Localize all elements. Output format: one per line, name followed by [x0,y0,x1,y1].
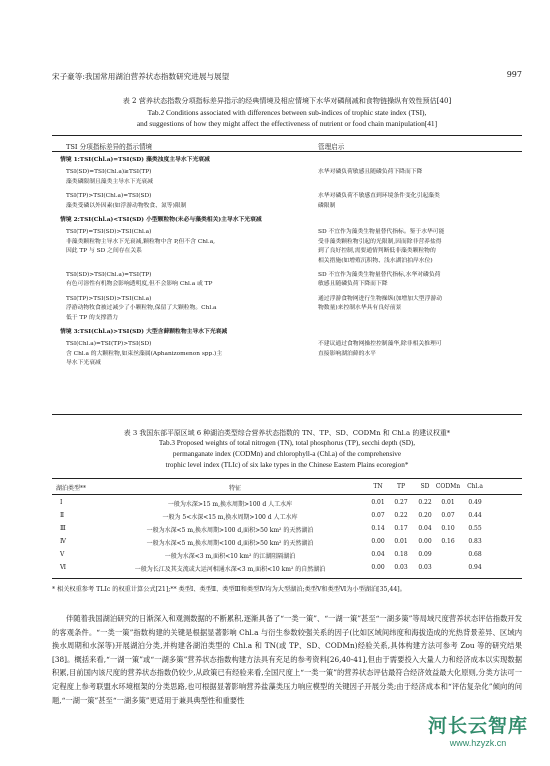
watermark-url: www.hzyzk.cn [449,738,507,748]
table3-row-type: Ⅴ [60,551,65,558]
table2-row-6-right-line: 通过浮游食物网进行生物操纵(加增加大型浮游动 [318,295,442,302]
table3-cell-value: 0.17 [394,525,408,532]
table2-row-2-right-line: 水华对磷负荷不敏感直到环境条件变化引起藻类 [318,193,440,200]
table2-row-6-left-line: TSI(TP)>TSI(SD)>TSI(Chl.a) [66,295,152,302]
page-number: 997 [506,70,522,79]
table2-header-rule [52,151,522,152]
table3-row-type: Ⅰ [60,499,63,506]
table2-row-8-left-line: 导水下光衰减 [66,360,101,367]
table3-cell-value: 0.01 [441,499,455,506]
table3-header-cell: Chl.a [467,483,483,490]
table3-caption-en-3: trophic level index (TLIc) of six lake types in the Chinese Eastern Plains ecoregion* [165,461,409,469]
table3-cell-value: 0.68 [468,551,482,558]
table3-row-feature: 一般为水深<5 m,换水周期>100 d,面积>50 km² 的天然湖泊 [146,527,314,534]
table3-cell-value: 0.09 [418,551,432,558]
table3-row-type: Ⅱ [60,512,65,519]
table3-cell-value: 0.44 [468,512,482,519]
table3-cell-value: 0.94 [468,564,482,571]
table3-header-cell: TP [396,483,406,490]
table3-cell-value: 0.07 [441,512,455,519]
table3-cell-value: 0.83 [468,538,482,545]
table2-row-4-left-line: TSI(TP)=TSI(SD)>TSI(Chl.a) [66,229,152,236]
table3-row-feature: 一般为水深>15 m,换水周期>100 d 人工水库 [167,501,293,508]
table2-row-7-left-line: 情境 3:TSI(Chl.a)>TSI(SD) 大型含藓颗粒物主导水下光衰减 [60,329,228,335]
table3-top-rule [52,478,522,479]
table2-col2-header: 管理启示 [318,143,345,151]
table3-header-cell: SD [420,483,430,490]
table3-cell-value: 0.07 [371,512,385,519]
table3-footnote: * 相关权重参考 TLIc 的权重计算公式[21];** 类型Ⅰ、类型Ⅱ、类型Ⅲ和类型Ⅳ均为大型湖泊;类型Ⅴ和类型Ⅵ为小型湖泊[35,44]。 [52,586,406,593]
table3-row-feature: 一般为 5<水深<15 m,换水周期>100 d 人工水库 [162,514,298,521]
table3-cell-value: 0.18 [394,551,408,558]
table2-row-6-left-line: 浮游动物牧食被过减少了小颗粒物,保留了大颗粒物。Chl.a [66,305,217,312]
table3-header-cell: CODMn [435,483,461,490]
table3-cell-value: 0.20 [418,512,432,519]
body-paragraph: 伴随着我国湖泊研究的日渐深入和观测数据的不断累积,逐渐具备了“一类一策”、“一湖一策”甚至“一湖多策”等局域尺度营养状态评估指数开发的客观条件。“一类一策”指数构建的关键是根据显著影响 Chl.a 与衍生参数较强关系的因子(比如区域间纬度和海拔造成的光热背景差异、区域内换水周期和水深等)开展湖泊分类,并构建各湖泊类型的 Chl.a 和 TN(或 TP、SD、CODMn)经验关系,具体构建方法可参考 Zou 等的研究结果[38]。概括来看,“一湖一策”或“一湖多策”营养状态指数构建方法具有充足的参考资料[26,40-41],但由于需要投入大量人力和经济成本以实现数据积累,目前国内该尺度的营养状态指数仍较少,从政策已有经验来看,全国尺度上“一类一策”的营养状态评估最符合经济效益最大化原则,分类方法可一定程度上参考联盟水环境框架的分类思路,也可根据显著影响营养盐藻类压力响应模型的关键因子开展分类;由于经济成本和“评估复杂化”倾向的问题,“一湖一策”甚至“一湖多策”更适用于兼具典型性和重要性 [52,614,522,705]
table3-cell-value: 0.27 [394,499,408,506]
table3-cell-value: 0.55 [468,525,482,532]
table2-row-2-left-line: 藻类受磷以外因素(如浮游动物牧食、氮等)限制 [66,202,187,209]
table3-cell-value: 0.00 [371,538,385,545]
body-text [52,612,522,707]
table2-row-2-right-line: 磷限制 [318,202,336,209]
table3-bottom-rule [52,578,522,579]
table2-row-6-left-line: 低于 TP 的支撑潜力 [66,314,119,321]
table3-caption-cn: 表 3 我国东部平原区域 6 种湖泊类型综合营养状态指数的 TN、TP、SD、CODMn 和 Chl.a 的建议权重* [123,429,451,437]
table2-row-4-right-line: 相关措施(如增殖沉积物、浅水湖泊拍岸水位) [318,257,433,264]
table2-row-4-left-line: 因此 TP 与 SD 之间存在关系 [66,248,142,255]
running-head: 宋子豪等:我国常用湖泊营养状态指数研究进展与展望 [52,72,230,81]
table2-row-1-right-line: 水华对磷负荷敏感且随磷负荷下降而下降 [318,169,423,176]
table2-row-8-left-line: 含 Chl.a 的大颗粒物,如束丝藻属(Aphanizomenon spp.)主 [66,350,223,357]
table2-caption-en-1: Tab.2 Conditions associated with differences between sub-indices of trophic state index (TSI), [147,108,427,117]
table2-row-4-right-line: 到了良好控制,需要通情判断低非藻类颗粒物的 [318,248,436,255]
table3-cell-value: 0.10 [441,525,455,532]
table2-caption-en-2: and suggestions of how they might affect the effectiveness of nutrient or food chain manipulation[41] [136,119,438,128]
table2-row-5-left-line: TSI(SD)>TSI(Chl.a)=TSI(TP) [66,272,152,278]
table2-row-5-left-line: 有色可溶性有机物会影响透明度,但不会影响 Chl.a 或 TP [66,281,213,288]
table2-row-5-right-line: 敏感且随磷负荷下降而下降 [318,281,388,288]
table2-row-2-left-line: TSI(TP)>TSI(Chl.a)=TSI(SD) [66,193,152,200]
table2-row-3-left-line: 情境 2:TSI(Chl.a)<TSI(SD) 小型颗粒物(未必与藻类相关)主导水下光衰减 [60,217,262,223]
watermark [428,711,528,748]
table2-row-4-left-line: 非藻类颗粒物主导水下光衰减,颗粒物中含 P,但不含 Chl.a, [66,238,215,245]
watermark-title: 河长云智库 [427,715,528,737]
table3-cell-value: 0.00 [371,564,385,571]
table3-cell-value: 0.01 [394,538,408,545]
table3-cell-value: 0.03 [418,564,432,571]
table2-row-8-right-line: 不建议通过食物网操控控制藻华,除非相关推理可 [318,341,442,348]
table3-header-cell: 湖泊类型** [56,485,87,492]
table3-cell-value: 0.03 [394,564,408,571]
table2-row-8-right-line: 直接影响湖泊藓的水平 [318,350,376,357]
table3-cell-value: 0.01 [371,499,385,506]
table3-caption-en-2: permanganate index (CODMn) and chlorophyll-a (Chl.a) of the comprehensive [172,450,402,458]
table3-row-type: Ⅵ [60,564,67,571]
table3-cell-value: 0.14 [371,525,385,532]
table2-row-5-right-line: SD 不宜作为藻类生物量替代指标,水华对磷负荷 [318,272,441,278]
table3-cell-value: 0.22 [418,499,432,506]
table3-cell-value: 0.22 [394,512,408,519]
table2-row-6-right-line: 物数量)来控制水华具有良好前景 [318,305,402,312]
table3-row-type: Ⅲ [60,525,66,532]
table2-row-8-left-line: TSI(Chl.a)=TSI(TP)>TSI(SD) [66,341,152,348]
table3-caption-en-1: Tab.3 Proposed weights of total nitrogen (TN), total phosphorus (TP), secchi depth (SD), [158,439,416,447]
table3-row-type: Ⅳ [60,538,66,545]
table2-col1-header: TSI 分项指标差异的指示情境 [66,143,153,151]
table2-caption-cn: 表 2 营养状态指数分项指标差异指示的经典情境及相应情境下水华对磷削减和食物链操纵有效性预估[40] [122,96,452,105]
table2-row-1-left-line: 藻类磷限制且藻类主导水下光衰减 [66,178,153,185]
table2-row-0-left-line: 情境 1:TSI(Chl.a)=TSI(SD) 藻类浊度主导水下光衰减 [60,157,210,163]
table3-cell-value: 0.04 [418,525,432,532]
table3-header-rule [52,494,522,495]
table2-row-4-right-line: 受非藻类颗粒物引起的光限制,因而除非营养盐得 [318,238,442,245]
table3-cell-value: 0.04 [371,551,385,558]
table3-cell-value: 0.16 [441,538,455,545]
table3-row-feature: 一般为水深<3 m,面积<10 km² 的江湖阻隔湖泊 [164,553,296,560]
table3-header-cell: TN [373,483,383,490]
table2-row-1-left-line: TSI(SD)=TSI(Chl.a)≥TSI(TP) [66,169,152,176]
table2-bottom-rule [52,414,522,415]
table2-top-rule [52,135,522,136]
table3-cell-value: 0.00 [418,538,432,545]
table2-row-4-right-line: SD 不宜作为藻类生物量替代指标。鉴于水华可能 [318,229,445,236]
table3-header-cell: 特征 [228,485,241,492]
table3-row-feature: 一般为水深<5 m,换水周期<100 d,面积>50 km² 的天然湖泊 [146,540,314,547]
table3-cell-value: 0.49 [468,499,482,506]
table3-row-feature: 一般为长江及其支流或大运河相通水深<3 m,面积<10 km² 的自然湖泊 [134,566,326,573]
